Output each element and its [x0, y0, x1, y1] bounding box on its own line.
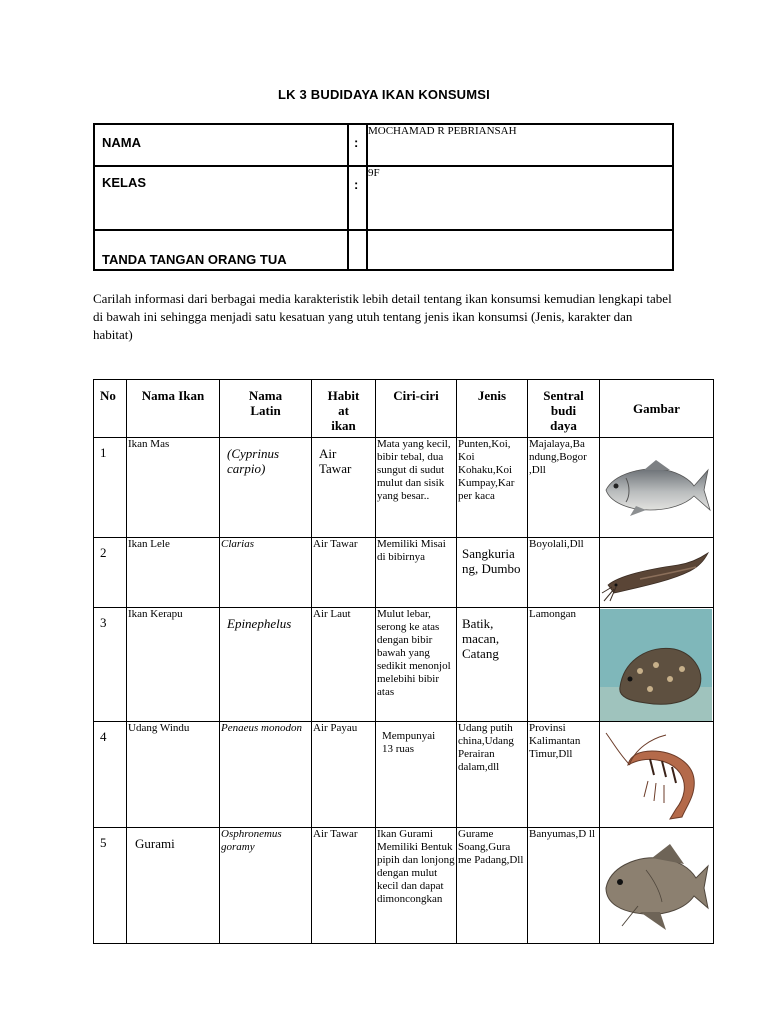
header-ciri: Ciri-ciri — [376, 380, 457, 438]
row-sentral: Provinsi Kalimantan Timur,Dll — [528, 722, 600, 828]
grouper-image — [600, 609, 712, 721]
document-title: LK 3 BUDIDAYA IKAN KONSUMSI — [278, 87, 490, 102]
name-label-cell — [94, 124, 348, 166]
row-nama: Ikan Mas — [127, 438, 220, 538]
row-gambar — [600, 722, 714, 828]
row-sentral: Banyumas,D ll — [528, 828, 600, 944]
signature-label: TANDA TANGAN ORANG TUA — [102, 252, 287, 267]
class-colon-cell — [348, 166, 367, 230]
row-ciri: Mulut lebar, serong ke atas dengan bibir bawah yang sedikit menonjol melebihi bibir atas — [376, 608, 457, 722]
colon: : — [354, 135, 359, 150]
row-no: 1 — [94, 438, 127, 538]
row-nama: Udang Windu — [127, 722, 220, 828]
row-latin: Epinephelus — [220, 608, 312, 722]
header-sentral — [528, 380, 600, 438]
header-no: No — [94, 380, 127, 438]
row-latin: Clarias — [220, 538, 312, 608]
row-ciri: Memiliki Misai di bibirnya — [376, 538, 457, 608]
name-colon-cell — [348, 124, 367, 166]
header-sentral-text: Sentral budi daya — [543, 388, 584, 433]
table-row — [94, 722, 714, 828]
row-no: 3 — [94, 608, 127, 722]
name-label: NAMA — [102, 135, 141, 150]
row-habitat: Air Payau — [312, 722, 376, 828]
row-habitat: Air Tawar — [312, 438, 376, 538]
row-sentral: Boyolali,Dll — [528, 538, 600, 608]
colon: : — [354, 177, 359, 192]
row-gambar — [600, 438, 714, 538]
gourami-image — [600, 836, 712, 936]
row-latin: Penaeus monodon — [220, 722, 312, 828]
row-gambar — [600, 608, 714, 722]
header-jenis: Jenis — [457, 380, 528, 438]
header-habitat — [312, 380, 376, 438]
row-latin: Osphronemus goramy — [220, 828, 312, 944]
row-nama: Ikan Kerapu — [127, 608, 220, 722]
class-label-cell — [94, 166, 348, 230]
row-habitat: Air Tawar — [312, 538, 376, 608]
row-jenis: Batik, macan, Catang — [457, 608, 528, 722]
name-value: MOCHAMAD R PEBRIANSAH — [367, 124, 673, 166]
row-habitat: Air Tawar — [312, 828, 376, 944]
row-no: 5 — [94, 828, 127, 944]
header-nama-latin — [220, 380, 312, 438]
header-gambar: Gambar — [600, 380, 714, 438]
signature-value — [367, 230, 673, 270]
row-gambar — [600, 538, 714, 608]
row-sentral: Majalaya,Ba ndung,Bogor ,Dll — [528, 438, 600, 538]
row-jenis: Gurame Soang,Gura me Padang,Dll — [457, 828, 528, 944]
row-jenis: Udang putih china,Udang Perairan dalam,dll — [457, 722, 528, 828]
row-gambar — [600, 828, 714, 944]
header-nama-latin-text: Nama Latin — [248, 388, 283, 418]
class-value: 9F — [367, 166, 673, 230]
row-ciri: Ikan Gurami Memiliki Bentuk pipih dan lonjong dengan mulut kecil dan dapat dimoncongkan — [376, 828, 457, 944]
table-row — [94, 608, 714, 722]
fish-table — [93, 379, 714, 944]
carp-image — [600, 456, 712, 520]
signature-colon-cell — [348, 230, 367, 270]
class-label: KELAS — [102, 175, 147, 190]
row-nama: Ikan Lele — [127, 538, 220, 608]
identity-table — [93, 123, 674, 271]
row-sentral: Lamongan — [528, 608, 600, 722]
table-row — [94, 438, 714, 538]
table-header-row — [94, 380, 714, 438]
row-latin: (Cyprinus carpio) — [220, 438, 312, 538]
row-habitat: Air Laut — [312, 608, 376, 722]
row-ciri: Mata yang kecil, bibir tebal, dua sungut di sudut mulut dan sisik yang besar.. — [376, 438, 457, 538]
row-jenis: Punten,Koi, Koi Kohaku,Koi Kumpay,Kar per kaca — [457, 438, 528, 538]
row-nama: Gurami — [127, 828, 220, 944]
catfish-image — [600, 541, 712, 605]
table-row — [94, 538, 714, 608]
row-jenis: Sangkuria ng, Dumbo — [457, 538, 528, 608]
header-nama-ikan: Nama Ikan — [127, 380, 220, 438]
signature-label-cell — [94, 230, 348, 270]
shrimp-image — [600, 725, 712, 825]
row-no: 4 — [94, 722, 127, 828]
row-ciri: Mempunyai 13 ruas — [376, 722, 457, 828]
instructions-paragraph: Carilah informasi dari berbagai media karakteristik lebih detail tentang ikan konsumsi kemudian lengkapi tabel di bawah ini sehingga menjadi satu kesatuan yang utuh tentang jenis ikan konsumsi (Jenis, karakter dan habitat) — [93, 291, 672, 342]
row-no: 2 — [94, 538, 127, 608]
table-row — [94, 828, 714, 944]
header-habitat-text: Habit at ikan — [327, 388, 360, 433]
